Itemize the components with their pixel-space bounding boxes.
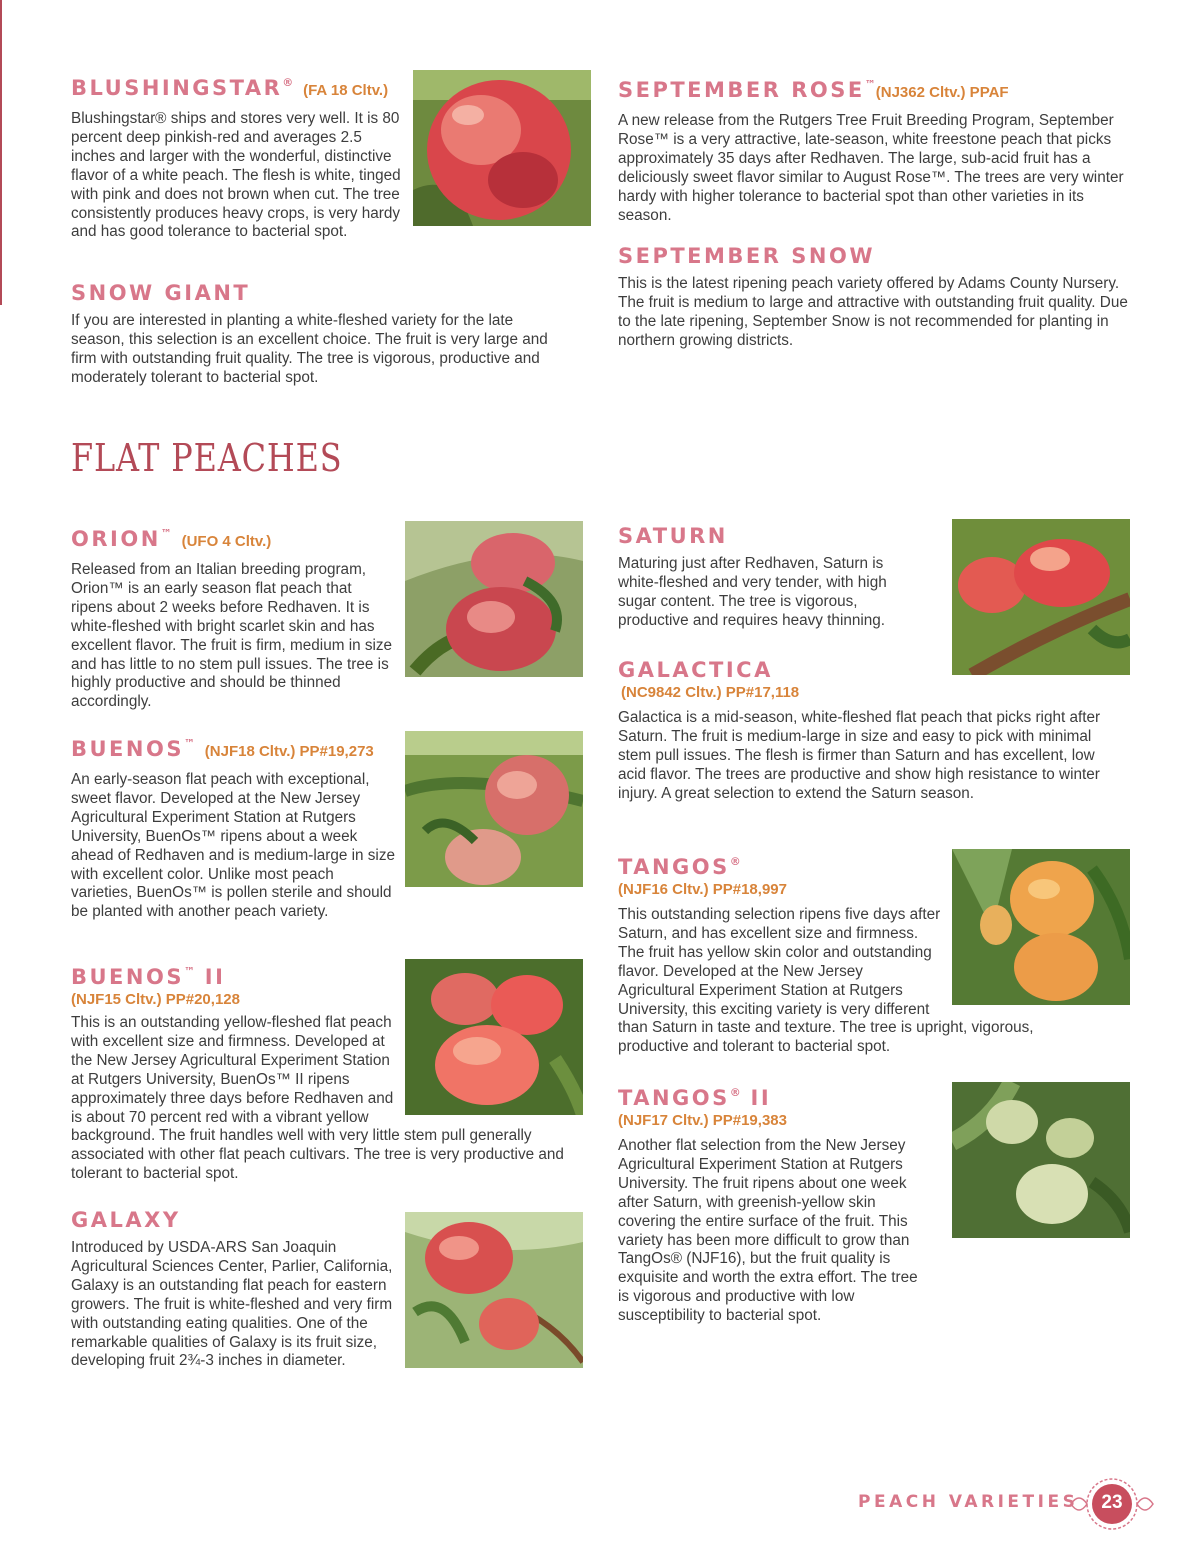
variety-tangos <box>618 849 1130 1057</box>
buenos-ii-photo <box>405 959 583 1115</box>
variety-title: BLUSHINGSTAR® (FA 18 Cltv.) <box>71 76 389 100</box>
variety-description: Maturing just after Redhaven, Saturn is white-fleshed and very tender, with high sugar content. The tree is vigorous, productive and requires heavy thinning. <box>618 555 887 629</box>
footer-section-label: PEACH VARIETIES <box>858 1492 1079 1512</box>
variety-title: TANGOS® II <box>618 1086 772 1110</box>
variety-snow-giant <box>71 280 561 388</box>
variety-description: Blushingstar® ships and stores very well. It is 80 percent deep pinkish-red and averages 2.5 inches and larger with the wonderful, distinctive flavor of a white peach. The flesh is white, tinged with pink and does not brown when cut. The tree consistently produces heavy crops, is very hardy and has good tolerance to bacterial spot. <box>71 110 401 241</box>
variety-description: This outstanding selection ripens five days after Saturn, and has excellent size and firmness. The fruit has yellow skin color and outstanding flavor. Developed at the New Jersey Agricultural Experiment Station at Rutgers University, this exciting variety is very different than Saturn in taste and texture. The tree is upright, vigorous, productive and tolerant to bacterial spot. <box>618 906 1034 1056</box>
variety-description: This is an outstanding yellow-fleshed flat peach with excellent size and firmness. Developed at the New Jersey Agricultural Experiment Station at Rutgers University, BuenOs™ II ripens approximately three days before Redhaven and is about 70 percent red with a vibrant yellow background. The fruit handles well with very little stem pull generally associated with other flat peach cultivars. The tree is very productive and tolerant to bacterial spot. <box>71 1014 564 1183</box>
variety-code: (NJF17 Cltv.) PP#19,383 <box>618 1112 787 1129</box>
buenos-photo <box>405 731 583 887</box>
variety-orion <box>71 521 583 712</box>
variety-code: (NC9842 Cltv.) PP#17,118 <box>621 684 800 701</box>
variety-title: ORION™ (UFO 4 Cltv.) <box>71 527 272 551</box>
variety-september-rose <box>618 72 1130 225</box>
variety-saturn <box>618 519 1130 675</box>
variety-title: SEPTEMBER ROSE™(NJ362 Cltv.) PPAF <box>618 78 1009 102</box>
margin-rule <box>0 0 2 305</box>
variety-description: This is the latest ripening peach variety offered by Adams County Nursery. The fruit is medium to large and attractive with outstanding fruit quality. Due to the late ripening, September Snow is not recommended for planting in northern growing districts. <box>618 275 1128 349</box>
variety-buenos <box>71 731 583 922</box>
variety-description: Another flat selection from the New Jersey Agricultural Experiment Station at Rutgers University. The fruit ripens about one week after Saturn, with greenish-yellow skin covering the entire surface of the fruit. This variety has been more difficult to grow than TangOs® (NJF16), but the fruit quality is exquisite and worth the extra effort. The tree is vigorous and productive with low susceptibility to bacterial spot. <box>618 1137 918 1325</box>
variety-title: GALACTICA <box>618 658 773 682</box>
variety-title: BUENOS™ II <box>71 965 226 989</box>
variety-code: (NJF16 Cltv.) PP#18,997 <box>618 881 787 898</box>
tangos-ii-photo <box>952 1082 1130 1238</box>
variety-description: If you are interested in planting a white-fleshed variety for the late season, this selection is an excellent choice. The fruit is very large and firm with outstanding fruit quality. The tree is vigorous, productive and moderately tolerant to bacterial spot. <box>71 312 548 386</box>
variety-description: A new release from the Rutgers Tree Fruit Breeding Program, September Rose™ is a very attractive, late-season, white freestone peach that picks approximately 35 days after Redhaven. The large, sub-acid fruit has a deliciously sweet flavor similar to August Rose™. The trees are very winter hardy with higher tolerance to bacterial spot than other varieties in its season. <box>618 112 1124 224</box>
variety-description: Released from an Italian breeding program, Orion™ is an early season flat peach that ripens about 2 weeks before Redhaven. It is white-fleshed with bright scarlet skin and has excellent flavor. The fruit is firm, medium in size and has little to no stem pull issues. The tree is highly productive and should be thinned accordingly. <box>71 561 393 711</box>
variety-title: SATURN <box>618 524 728 548</box>
orion-photo <box>405 521 583 677</box>
variety-title: SNOW GIANT <box>71 281 251 305</box>
variety-description: Introduced by USDA-ARS San Joaquin Agricultural Sciences Center, Parlier, California, Galaxy is an outstanding flat peach for eastern growers. The fruit is white-fleshed and very firm with outstanding eating qualities. One of the remarkable qualities of Galaxy is its fruit size, developing fruit 2¾-3 inches in diameter. <box>71 1239 393 1370</box>
variety-description: An early-season flat peach with exceptional, sweet flavor. Developed at the New Jersey Agricultural Experiment Station at Rutgers University, BuenOs™ ripens about a week ahead of Redhaven and is medium-large in size with excellent color. Unlike most peach varieties, BuenOs™ is pollen sterile and should be planted with another peach variety. <box>71 771 395 921</box>
variety-title: TANGOS® <box>618 855 741 879</box>
variety-title: GALAXY <box>71 1208 181 1232</box>
saturn-photo <box>952 519 1130 675</box>
variety-title: SEPTEMBER SNOW <box>618 244 875 268</box>
tangos-photo <box>952 849 1130 1005</box>
variety-september-snow <box>618 243 1130 351</box>
variety-tangos-ii <box>618 1080 1130 1326</box>
variety-code: (NJF15 Cltv.) PP#20,128 <box>71 991 240 1008</box>
variety-blushingstar <box>71 70 591 242</box>
page-number: 23 <box>1101 1492 1123 1513</box>
variety-buenos-ii <box>71 959 583 1184</box>
variety-galactica <box>618 657 1130 804</box>
variety-description: Galactica is a mid-season, white-fleshed flat peach that picks right after Saturn. The fruit is medium-large in size and easy to pick with minimal stem pull issues. The flesh is firmer than Saturn and has excellent, low acid flavor. The trees are productive and show high resistance to winter injury. A great selection to extend the Saturn season. <box>618 709 1101 802</box>
variety-galaxy <box>71 1207 583 1371</box>
variety-title: BUENOS™ (NJF18 Cltv.) PP#19,273 <box>71 737 374 761</box>
galaxy-photo <box>405 1212 583 1368</box>
section-title: FLAT PEACHES <box>71 436 343 480</box>
blushingstar-photo <box>413 70 591 226</box>
